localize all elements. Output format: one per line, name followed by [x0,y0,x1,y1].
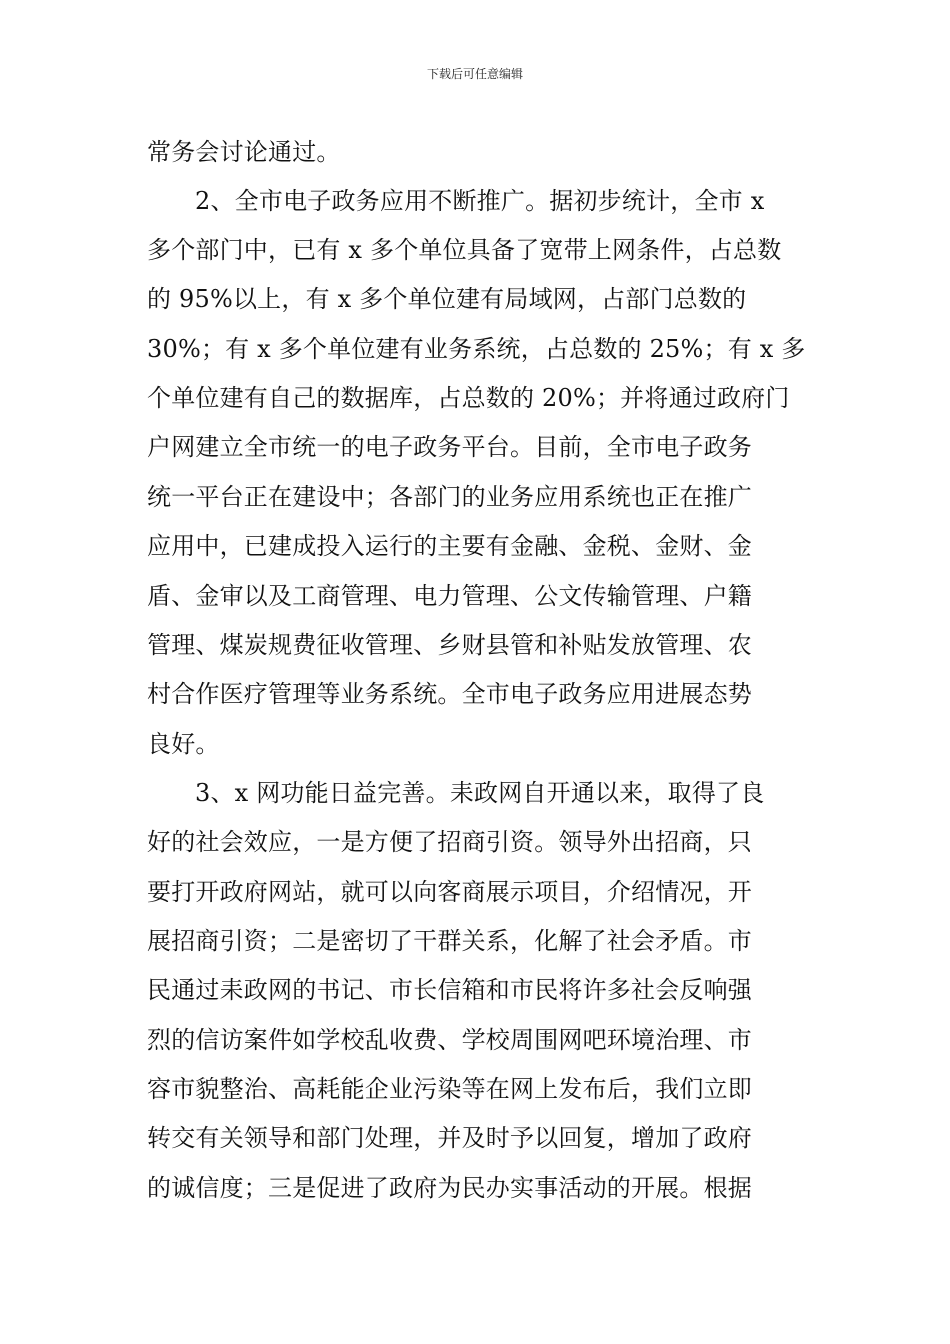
body-line: 应用中，已建成投入运行的主要有金融、金税、金财、金 [147,532,752,560]
body-line: 管理、煤炭规费征收管理、乡财县管和补贴发放管理、农 [147,631,752,659]
body-line: 村合作医疗管理等业务系统。全市电子政务应用进展态势 [147,680,752,708]
body-line: 个单位建有自己的数据库，占总数的 20%；并将通过政府门 [147,384,790,412]
body-line: 容市貌整治、高耗能企业污染等在网上发布后，我们立即 [147,1075,752,1103]
body-line: 常务会讨论通过。 [147,138,341,166]
page-header: 下载后可任意编辑 [426,67,523,81]
body-line: 的 95%以上，有 x 多个单位建有局域网，占部门总数的 [147,285,747,313]
body-line: 要打开政府网站，就可以向客商展示项目，介绍情况，开 [147,878,752,906]
body-line: 统一平台正在建设中；各部门的业务应用系统也正在推广 [147,483,752,511]
body-line: 多个部门中，已有 x 多个单位具备了宽带上网条件，占总数 [147,236,782,264]
body-line: 良好。 [147,730,220,758]
paragraph-first-line: 2、全市电子政务应用不断推广。据初步统计，全市 x [195,187,765,215]
body-line: 展招商引资；二是密切了干群关系，化解了社会矛盾。市 [147,927,752,955]
paragraph-first-line: 3、x 网功能日益完善。耒政网自开通以来，取得了良 [195,779,765,807]
body-line: 30%；有 x 多个单位建有业务系统，占总数的 25%；有 x 多 [147,335,806,363]
body-line: 烈的信访案件如学校乱收费、学校周围网吧环境治理、市 [147,1026,752,1054]
body-line: 转交有关领导和部门处理，并及时予以回复，增加了政府 [147,1124,752,1152]
body-line: 盾、金审以及工商管理、电力管理、公文传输管理、户籍 [147,582,752,610]
body-line: 的诚信度；三是促进了政府为民办实事活动的开展。根据 [147,1174,752,1202]
body-line: 户网建立全市统一的电子政务平台。目前，全市电子政务 [147,433,752,461]
body-line: 好的社会效应，一是方便了招商引资。领导外出招商，只 [147,828,752,856]
body-line: 民通过耒政网的书记、市长信箱和市民将许多社会反响强 [147,976,752,1004]
